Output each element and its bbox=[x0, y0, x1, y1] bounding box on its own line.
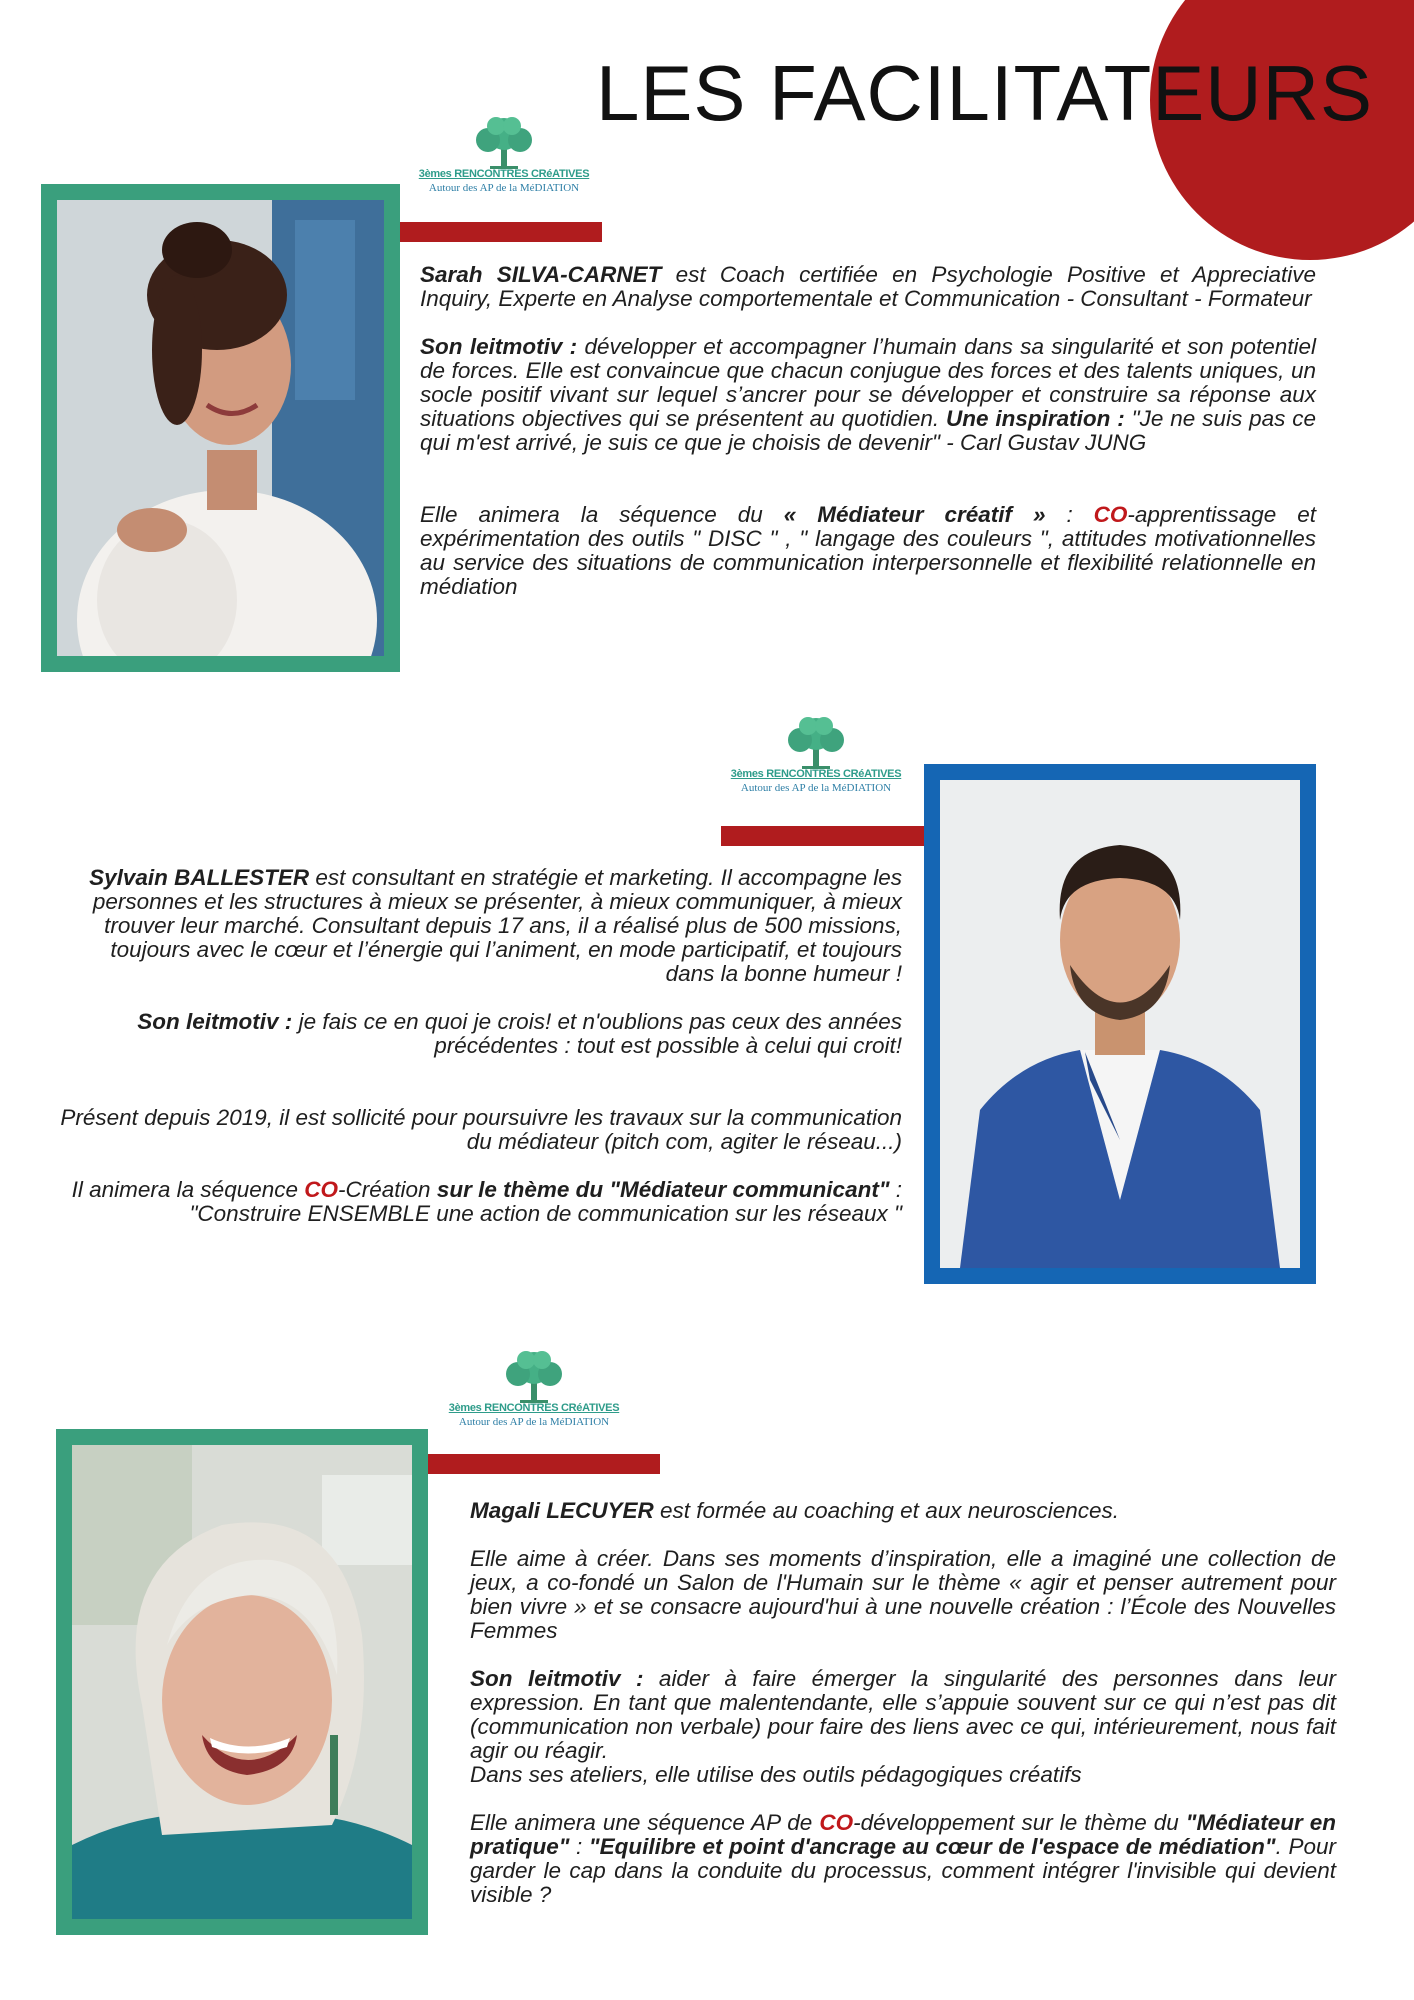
bio-magali-intro: Magali LECUYER est formée au coaching et aux neurosciences. bbox=[470, 1498, 1120, 1523]
logo-title: 3èmes RENCONTRES CRéATIVES bbox=[730, 768, 902, 780]
logo-subtitle: Autour des AP de la MéDIATION bbox=[428, 182, 580, 194]
portrait-frame-sarah bbox=[41, 184, 400, 672]
logo-subtitle: Autour des AP de la MéDIATION bbox=[740, 782, 892, 794]
bio-sarah-sequence: Elle animera la séquence du « Médiateur créatif » : CO-apprentissage et expérimentation des outils " DISC " , " langage des couleurs ", attitudes motivationnelles au service des situations de communication interpersonnelle et flexibilité relationnelle en médiation bbox=[420, 502, 1316, 599]
name-sarah: Sarah SILVA-CARNET bbox=[420, 262, 662, 287]
bio-sarah-leitmotiv: Son leitmotiv : développer et accompagner l’humain dans sa singularité et son potentiel de forces. Elle est convaincue que chacun conjugue des forces et des talents uniques, un socle positif vivant sur lequel s’ancrer pour se développer et construire sa réponse aux situations objectives qui se présentent au quotidien. Une inspiration : "Je ne suis pas ce qui m'est arrivé, je suis ce que je choisis de devenir" - Carl Gustav JUNG bbox=[420, 334, 1316, 455]
logo-subtitle: Autour des AP de la MéDIATION bbox=[458, 1416, 610, 1428]
portrait-frame-magali bbox=[56, 1429, 428, 1935]
logo-title: 3èmes RENCONTRES CRéATIVES bbox=[418, 168, 590, 180]
tree-icon bbox=[404, 112, 604, 172]
logo-title: 3èmes RENCONTRES CRéATIVES bbox=[448, 1402, 620, 1414]
bio-sylvain-intro: Sylvain BALLESTER est consultant en stratégie et marketing. Il accompagne les personnes et les structures à mieux se présenter, à mieux communiquer, à mieux trouver leur marché. Consultant depuis 17 ans, il a réalisé plus de 500 missions, toujours avec le cœur et l’énergie qui l’animent, en mode participatif, et toujours dans la bonne humeur ! bbox=[89, 865, 902, 986]
event-logo-1 bbox=[404, 112, 604, 202]
name-sylvain: Sylvain BALLESTER bbox=[89, 865, 310, 890]
portrait-frame-sylvain bbox=[924, 764, 1316, 1284]
bio-magali-creation: Elle aime à créer. Dans ses moments d’inspiration, elle a imaginé une collection de jeux, a co-fondé un Salon de l'Humain sur le thème « agir et penser autrement pour bien vivre » et se consacre aujourd'hui à une nouvelle création : l’École des Nouvelles Femmes bbox=[470, 1546, 1336, 1643]
tree-icon bbox=[434, 1346, 634, 1406]
bio-magali-leitmotiv: Son leitmotiv : aider à faire émerger la singularité des personnes dans leur expression. En tant que malentendante, elle s’appuie souvent sur ce qui n’est pas dit (communication non verbale) pour faire des liens avec ce qui, intérieurement, nous fait agir ou réagir. bbox=[470, 1666, 1336, 1763]
bio-magali-sequence: Elle animera une séquence AP de CO-développement sur le thème du "Médiateur en pratique" : "Equilibre et point d'ancrage au cœur de l'espace de médiation". Pour garder le cap dans la conduite du processus, comment intégrer l'invisible qui devient visible ? bbox=[470, 1810, 1336, 1907]
bio-magali-tools: Dans ses ateliers, elle utilise des outils pédagogiques créatifs bbox=[470, 1762, 1082, 1787]
event-logo-2 bbox=[716, 712, 916, 802]
portrait-photo-sylvain bbox=[940, 780, 1300, 1268]
portrait-photo-magali bbox=[72, 1445, 412, 1919]
tree-icon bbox=[716, 712, 916, 772]
bio-sarah bbox=[420, 263, 1316, 623]
bio-sylvain-sequence: Il animera la séquence CO-Création sur le thème du "Médiateur communicant" : "Construire ENSEMBLE une action de communication sur les réseaux " bbox=[71, 1177, 902, 1226]
bio-magali bbox=[470, 1499, 1336, 1931]
page-title: LES FACILITATEURS bbox=[596, 49, 1373, 137]
name-magali: Magali LECUYER bbox=[470, 1498, 654, 1523]
bio-sylvain-present: Présent depuis 2019, il est sollicité pour poursuivre les travaux sur la communication du médiateur (pitch com, agiter le réseau...) bbox=[60, 1105, 902, 1154]
bio-sylvain bbox=[60, 866, 902, 1250]
event-logo-3 bbox=[434, 1346, 634, 1436]
portrait-photo-sarah bbox=[57, 200, 384, 656]
bio-sarah-intro: Sarah SILVA-CARNET est Coach certifiée en Psychologie Positive et Appreciative Inquiry, Experte en Analyse comportementale et Communication - Consultant - Formateur bbox=[420, 262, 1317, 311]
bio-sylvain-leitmotiv: Son leitmotiv : je fais ce en quoi je crois! et n'oublions pas ceux des années précédentes : tout est possible à celui qui croit! bbox=[137, 1009, 902, 1058]
